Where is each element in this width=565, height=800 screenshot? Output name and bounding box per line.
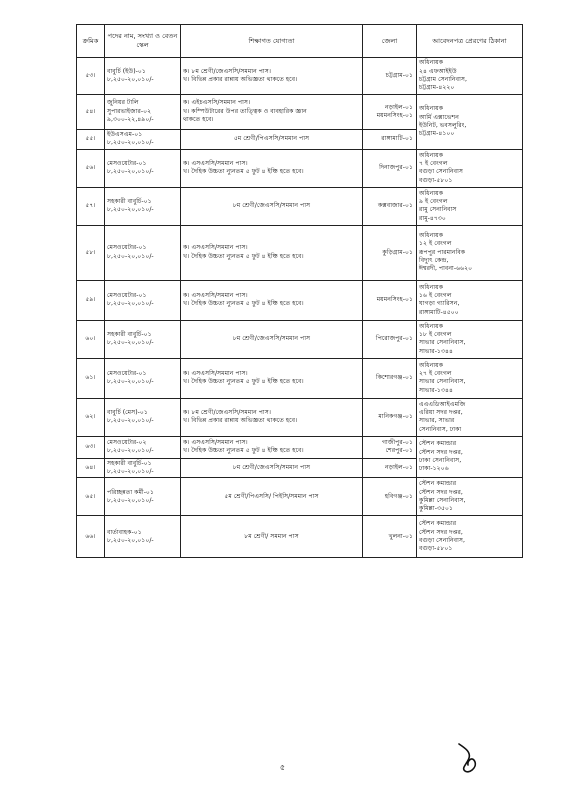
district-line: মানিকগঞ্জ-০১ — [378, 413, 413, 421]
district-cell — [363, 130, 417, 150]
qualification-line: খ। দৈহিক উচ্চতা ন্যুনতম ৫ ফুট ৪ ইঞ্চি হতে হবে। — [183, 447, 304, 455]
address-line: ঈশ্বরদী, পাবনা-৬৬২০ — [419, 265, 473, 273]
district-cell — [363, 280, 417, 320]
address-line: অধিনায়ক — [419, 189, 444, 197]
post-line: ৮,২৫০-২০,০১০/- — [107, 168, 154, 176]
qualification-line: ৫ম শ্রেণী/পিএসসি/সমমান পাস — [233, 135, 310, 143]
district-line: কুড়িগ্রাম-০১ — [382, 248, 413, 256]
serial-cell: ৫৭। — [77, 187, 105, 225]
district-cell — [363, 478, 417, 516]
serial-cell: ৬৩। — [77, 436, 105, 458]
signature-mark — [455, 742, 485, 774]
district-line: ময়মনসিংহ-০১ — [376, 112, 413, 119]
address-line: কুমিল্লা সেনানিবাস, — [419, 496, 466, 504]
post-line: বার্তাবাহক-০১ — [107, 528, 142, 536]
address-line: স্টেশন কমান্ডার — [419, 520, 457, 528]
qualification-line: খ। কম্পিউটারের উপর তাত্ত্বিক ও ব্যবহারিক জ্ঞান — [183, 107, 307, 115]
address-line: স্টেশন কমান্ডার — [419, 440, 457, 448]
district-cell — [363, 225, 417, 280]
address-line: ১৬ ই বেংগল — [419, 291, 452, 299]
post-line: ৮,২৫০-২০,০১০/- — [107, 468, 154, 476]
address-line: কুমিল্লা-৩৫০১ — [419, 505, 454, 513]
district-line: ময়মনসিংহ-০১ — [376, 296, 413, 304]
serial-cell: ৬৬। — [77, 516, 105, 558]
address-line: আর্মি এক্সাভেশন — [419, 113, 459, 121]
address-line: অধিনায়ক — [419, 105, 444, 113]
address-line: রামু সেনানিবাস — [419, 206, 457, 214]
serial-cell: ৬১। — [77, 358, 105, 398]
address-line: অধিনায়ক — [419, 283, 444, 291]
district-line: নড়াইল-০১ — [384, 103, 413, 111]
address-line: ১৮ ই বেংগল — [419, 330, 452, 338]
serial-cell: ৫৫। — [77, 130, 105, 150]
address-line: ৭ ই বেংগল — [419, 159, 448, 167]
table-row — [77, 280, 523, 320]
serial-cell: ৫৩। — [77, 58, 105, 95]
qualification-cell — [181, 458, 363, 478]
address-cell — [417, 225, 523, 280]
post-line: ৮,২৫০-২০,০১০/- — [107, 447, 154, 455]
serial-cell: ৬৫। — [77, 478, 105, 516]
district-line: রাঙ্গামাটি-০১ — [381, 135, 413, 143]
qualification-line: খ। দৈহিক উচ্চতা ন্যুনতম ৫ ফুট ৪ ইঞ্চি হতে হবে। — [183, 300, 304, 308]
serial-cell: ৫৮। — [77, 225, 105, 280]
address-line: স্টেশন সদর দপ্তর, — [419, 488, 463, 496]
table-row — [77, 187, 523, 225]
table-row — [77, 58, 523, 95]
qualification-cell — [181, 225, 363, 280]
district-line: হবিগঞ্জ-০১ — [384, 492, 413, 500]
address-line: সাভার সেনানিবাস, — [419, 339, 466, 347]
address-cell — [417, 478, 523, 516]
address-line: সাভার-১৩৪৪ — [419, 347, 453, 355]
post-line: সহকারী বাবুর্চি-০১ — [107, 459, 152, 467]
district-cell — [363, 320, 417, 358]
district-cell — [363, 516, 417, 558]
address-line: ঢাকা-১২০৬ — [419, 465, 449, 473]
district-line: কিশোরগঞ্জ-০১ — [375, 374, 413, 382]
address-line: ঘাগড়া গ্যারিসন, — [419, 300, 460, 308]
recruitment-table — [76, 24, 523, 558]
post-cell — [105, 398, 181, 436]
post-line: ৮,২৫০-২০,০১০/- — [107, 139, 154, 147]
post-line: মেসওয়েটার-০১ — [107, 369, 147, 377]
address-line: অধিনায়ক — [419, 59, 444, 67]
header-post: পদের নাম, সংখ্যা ও বেতন স্কেল — [105, 25, 181, 58]
qualification-line: ক। এসএসসি/সমমান পাস। — [183, 369, 248, 377]
header-sl: ক্রমিক — [77, 25, 105, 58]
post-cell — [105, 149, 181, 187]
address-line: বগুড়া-৫৮০১ — [419, 545, 453, 553]
district-line: কক্সবাজার-০১ — [377, 202, 413, 210]
post-line: সহকারী বাবুর্চি-০১ — [107, 197, 152, 205]
address-line: স্টেশন সদর দপ্তর, — [419, 448, 463, 456]
district-cell — [363, 358, 417, 398]
address-line: চট্টগ্রাম-৪২২০ — [419, 84, 455, 92]
qualification-line: খ। বিভিন্ন প্রকার রান্নায় অভিজ্ঞতা থাকতে হবে। — [183, 417, 298, 425]
qualification-line: ৮ম শ্রেণী/জেএসসি/সমমান পাস — [232, 335, 311, 343]
district-cell — [363, 95, 417, 130]
post-line: বাবুর্চি (মেস)-০১ — [107, 408, 148, 416]
qualification-cell — [181, 149, 363, 187]
qualification-cell — [181, 320, 363, 358]
post-cell — [105, 320, 181, 358]
post-line: ৮,২৫০-২০,০১০/- — [107, 76, 154, 83]
qualification-line: ৮ম শ্রেণী/জেএসসি/সমমান পাস — [232, 463, 311, 471]
header-qualification: শিক্ষাগত যোগ্যতা — [181, 25, 363, 58]
qualification-cell — [181, 95, 363, 130]
district-cell — [363, 458, 417, 478]
qualification-line: খ। দৈহিক উচ্চতা ন্যুনতম ৫ ফুট ৪ ইঞ্চি হতে হবে। — [183, 252, 304, 260]
address-cell — [417, 358, 523, 398]
address-line: ঢাকা সেনানিবাস, — [419, 457, 462, 465]
serial-cell: ৫৪। — [77, 95, 105, 130]
post-line: ৮,২৫০-২০,০১০/- — [107, 252, 154, 260]
post-cell — [105, 358, 181, 398]
address-line: অধিনায়ক — [419, 322, 444, 330]
post-cell — [105, 478, 181, 516]
post-cell — [105, 95, 181, 130]
address-cell — [417, 398, 523, 436]
post-cell — [105, 187, 181, 225]
address-line: ৯ ই বেংগল — [419, 197, 448, 205]
serial-cell: ৬২। — [77, 398, 105, 436]
qualification-cell — [181, 516, 363, 558]
district-line: গাজীপুর-০১ — [381, 438, 413, 446]
table-row — [77, 358, 523, 398]
address-cell — [417, 516, 523, 558]
district-cell — [363, 149, 417, 187]
qualification-cell — [181, 58, 363, 95]
table-row — [77, 95, 523, 130]
qualification-cell — [181, 130, 363, 150]
address-cell — [417, 320, 523, 358]
district-line: চট্টগ্রাম-০১ — [385, 71, 413, 79]
address-line: ২৪ এফআইইউ — [419, 67, 457, 75]
post-line: ৮,২৫০-২০,০১০/- — [107, 206, 154, 214]
address-line: বগুড়া সেনানিবাস — [419, 168, 463, 176]
post-cell — [105, 280, 181, 320]
qualification-line: খ। দৈহিক উচ্চতা ন্যুনতম ৫ ফুট ৪ ইঞ্চি হতে হবে। — [183, 378, 304, 386]
post-line: সহকারী বাবুর্চি-০১ — [107, 330, 152, 338]
qualification-line: ক। এসএসসি/সমমান পাস। — [183, 244, 248, 252]
qualification-line: ৫ম শ্রেণী/পিএসসি/ পিইসি/সমমান পাস — [224, 492, 319, 500]
district-line: দিনাজপুর-০১ — [379, 164, 413, 172]
table-row — [77, 149, 523, 187]
post-line: ইউএসএম-০১ — [107, 131, 143, 138]
qualification-line: খ। দৈহিক উচ্চতা ন্যুনতম ৫ ফুট ৪ ইঞ্চি হতে হবে। — [183, 168, 304, 176]
address-line: সেনানিবাস, ঢাকা — [419, 425, 462, 433]
address-line: বগুড়া সেনানিবাস, — [419, 536, 465, 544]
address-line: ১২ ই বেংগল — [419, 240, 452, 248]
serial-cell: ৫৯। — [77, 280, 105, 320]
address-line: বিদ্যুৎ কেন্দ্র, — [419, 256, 449, 264]
address-line: রূপপুর পারমানবিক — [419, 248, 466, 256]
district-line: খুলনা-০১ — [388, 532, 413, 540]
qualification-cell — [181, 187, 363, 225]
address-line: অধিনায়ক — [419, 231, 444, 239]
post-line: ৮,২৫০-২০,০১০/- — [107, 536, 154, 544]
qualification-cell — [181, 478, 363, 516]
qualification-line: ৮ম শ্রেণী/ সমমান পাস — [244, 532, 299, 540]
post-line: মেসওয়েটার-০১ — [107, 159, 147, 167]
address-line: স্টেশন সদর দপ্তর, — [419, 528, 463, 536]
address-line: চট্টগ্রাম সেনানিবাস, — [419, 76, 467, 83]
qualification-cell — [181, 398, 363, 436]
post-line: মেসওয়েটার-০১ — [107, 291, 147, 299]
qualification-line: ক। ৮ম শ্রেণী/জেএসসি/সমমান পাস। — [183, 408, 272, 416]
post-cell — [105, 458, 181, 478]
address-cell — [417, 280, 523, 320]
address-line: সাভার, সাভার — [419, 417, 455, 425]
post-line: ৮,২৫০-২০,০১০/- — [107, 417, 154, 425]
table-header-row — [77, 25, 523, 58]
qualification-cell — [181, 280, 363, 320]
post-line: মেসওয়েটার-০২ — [107, 438, 147, 446]
post-cell — [105, 130, 181, 150]
post-cell — [105, 436, 181, 458]
post-cell — [105, 58, 181, 95]
qualification-line: থাকতে হবে। — [183, 116, 214, 124]
post-line: ৮,২৫০-২০,০১০/- — [107, 339, 154, 347]
district-cell — [363, 436, 417, 458]
table-row — [77, 225, 523, 280]
qualification-line: ক। এসএসসি/সমমান পাস। — [183, 438, 248, 446]
post-cell — [105, 516, 181, 558]
address-line: চট্টগ্রাম-৪১০০ — [419, 130, 455, 138]
district-line: পিরোজপুর-০১ — [375, 335, 413, 343]
address-cell — [417, 58, 523, 95]
qualification-line: ক। এইচএসসি/সমমান পাস। — [183, 99, 251, 107]
qualification-cell — [181, 358, 363, 398]
address-line: রাঙ্গামাটি-৪৫০০ — [419, 308, 459, 316]
district-line: নড়াইল-০১ — [384, 463, 413, 471]
address-cell — [417, 187, 523, 225]
table-row — [77, 436, 523, 458]
table-row — [77, 516, 523, 558]
district-cell — [363, 398, 417, 436]
address-line: সাভার সেনানিবাস, — [419, 378, 466, 386]
post-line: ৯,৩০০-২২,৪৯০/- — [107, 116, 154, 124]
serial-cell: ৬০। — [77, 320, 105, 358]
header-district: জেলা — [363, 25, 417, 58]
post-line: সুপারভাইজার-০২ — [107, 107, 152, 115]
header-address: আবেদনপত্র প্রেরণের ঠিকানা — [417, 25, 523, 58]
qualification-line: ক। এসএসসি/সমমান পাস। — [183, 291, 248, 299]
post-line: পরিচ্ছন্নতা কর্মী-০১ — [107, 488, 154, 496]
district-line: শেরপুর-০১ — [385, 447, 413, 455]
address-line: সাভার-১৩৪৪ — [419, 386, 453, 394]
qualification-cell — [181, 436, 363, 458]
table-row — [77, 478, 523, 516]
address-line: বগুড়া-৫৮০১ — [419, 176, 453, 184]
page-number: ৫ — [279, 763, 286, 772]
post-line: বাবুর্চি (ইউ)-০১ — [107, 67, 146, 75]
address-cell — [417, 95, 523, 150]
post-line: ৮,২৫০-২০,০১০/- — [107, 496, 154, 504]
table-row — [77, 320, 523, 358]
address-line: এরিয়া সদর দপ্তর, — [419, 408, 463, 416]
post-line: মেসওয়েটার-০১ — [107, 244, 147, 252]
qualification-line: খ। বিভিন্ন প্রকার রান্নায় অভিজ্ঞতা থাকতে হবে। — [183, 76, 298, 83]
qualification-line: ৮ম শ্রেণী/জেএসসি/সমমান পাস — [232, 202, 311, 210]
serial-cell: ৬৪। — [77, 458, 105, 478]
post-line: ৮,২৫০-২০,০১০/- — [107, 378, 154, 386]
address-line: অধিনায়ক — [419, 361, 444, 369]
district-cell — [363, 187, 417, 225]
post-line: জুনিয়র টালি — [107, 99, 139, 107]
serial-cell: ৫৬। — [77, 149, 105, 187]
post-cell — [105, 225, 181, 280]
qualification-line: ক। এসএসসি/সমমান পাস। — [183, 159, 248, 167]
post-line: ৮,২৫০-২০,০১০/- — [107, 300, 154, 308]
address-line: স্টেশন কমান্ডার — [419, 480, 457, 488]
address-line: ইউনিট, ভবসলুরিং, — [419, 121, 467, 129]
address-line: এএএডিআইএমজি — [419, 400, 466, 408]
address-line: রামু-৪৭৩০ — [419, 214, 446, 222]
address-line: অধিনায়ক — [419, 151, 444, 159]
address-cell — [417, 436, 523, 478]
qualification-line: ক। ৮ম শ্রেণী/জেএসসি/সমমান পাস। — [183, 67, 272, 75]
address-cell — [417, 149, 523, 187]
address-line: ২৭ ই বেংগল — [419, 369, 452, 377]
table-row — [77, 398, 523, 436]
district-cell — [363, 58, 417, 95]
